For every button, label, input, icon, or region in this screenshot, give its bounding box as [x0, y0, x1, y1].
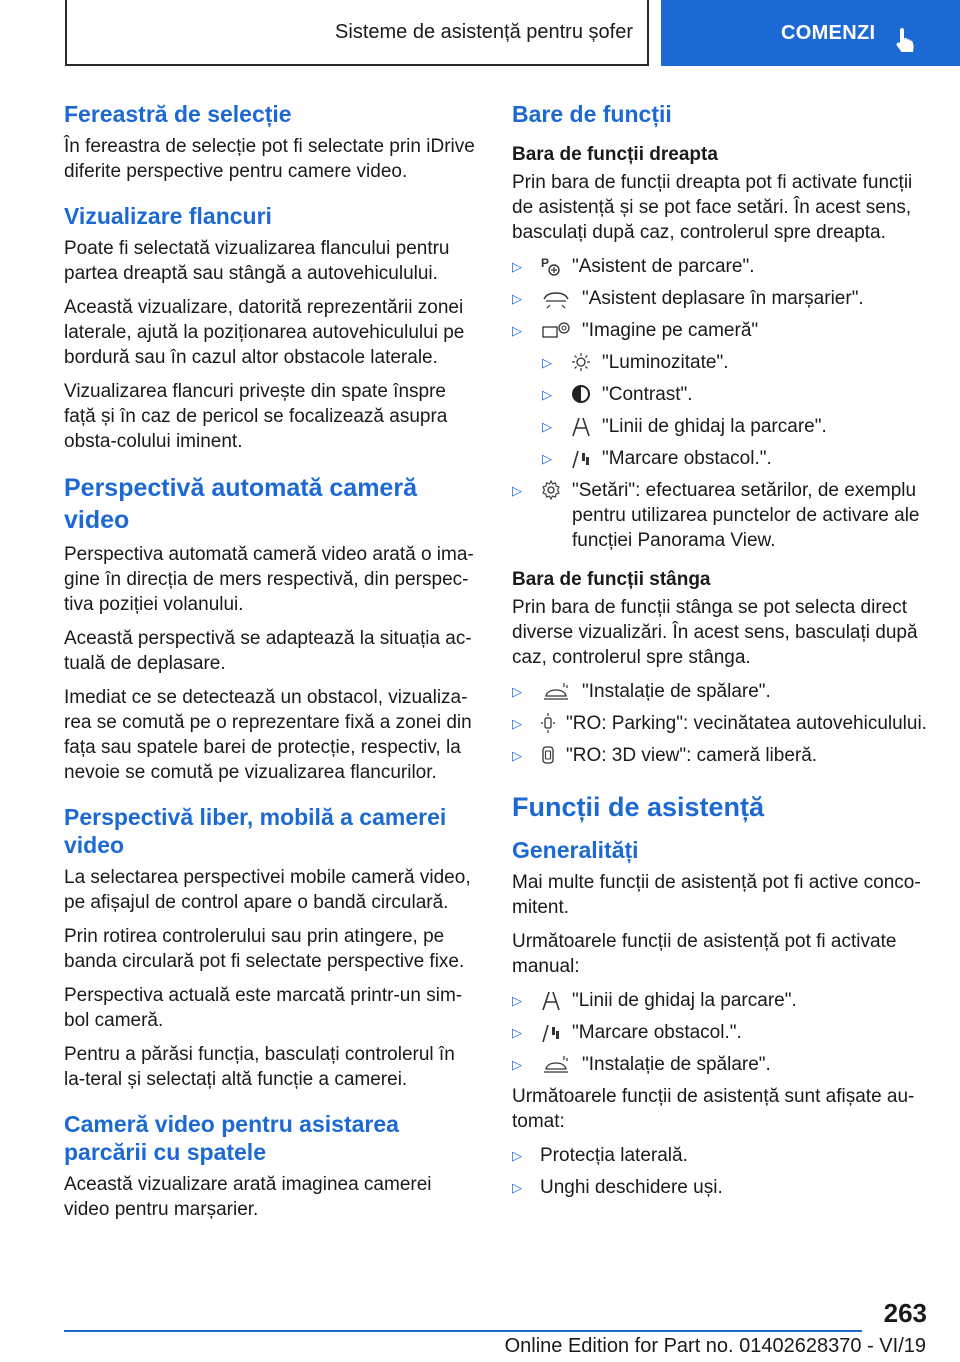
list-item-text: "RO: 3D view": cameră liberă.	[566, 745, 818, 766]
bullet-icon: ▷	[512, 684, 522, 699]
paragraph: Perspectiva actuală este marcată printr-un sim-bol cameră.	[64, 985, 463, 1031]
paragraph: Următoarele funcții de asistență pot fi activate manual:	[512, 931, 897, 977]
list-item	[512, 711, 932, 736]
section-flank-view	[64, 202, 476, 454]
list-item-text: "Linii de ghidaj la parcare".	[602, 416, 827, 437]
paragraph: Perspectiva automată cameră video arată o ima-gine în direcția de mers respectivă, din perspec-tiva poziției volanului.	[64, 544, 474, 615]
list-item	[512, 318, 932, 343]
paragraph: Vizualizarea flancuri privește din spate înspre față și în caz de pericol se focalizează asupra obsta-colului iminent.	[64, 381, 448, 452]
left-column	[64, 100, 476, 1231]
bullet-icon: ▷	[512, 1057, 522, 1072]
bullet-icon: ▷	[542, 387, 552, 402]
contrast-icon	[570, 383, 592, 405]
right-column	[512, 100, 932, 1207]
paragraph: Mai multe funcții de asistență pot fi active conco-mitent.	[512, 872, 921, 918]
list-item-text: "Setări": efectuarea setărilor, de exemplu pentru utilizarea punctelor de activare ale funcției Panorama View.	[572, 480, 920, 551]
paragraph: Această vizualizare arată imaginea camerei video pentru marșarier.	[64, 1174, 432, 1220]
list-item	[512, 679, 932, 704]
brightness-icon	[570, 351, 592, 373]
heading-free-perspective: Perspectivă liber, mobilă a camerei video	[64, 804, 447, 858]
paragraph: Prin bara de funcții stânga se pot selecta direct diverse vizualizări. În acest sens, basculați după caz, controlerul spre stânga.	[512, 597, 918, 668]
heading-rear-camera: Cameră video pentru asistarea parcării cu spatele	[64, 1111, 399, 1165]
tab-comenzi[interactable]	[661, 0, 960, 66]
bullet-icon: ▷	[512, 259, 522, 274]
subheading-left-bar: Bara de funcții stânga	[512, 569, 711, 590]
sub-list-item	[512, 382, 932, 407]
list-item	[512, 1143, 932, 1168]
parking-assistant-icon	[540, 255, 562, 277]
sub-list-item	[512, 350, 932, 375]
hand-pointer-icon	[893, 26, 919, 54]
page-header	[0, 0, 960, 66]
section-auto-perspective	[64, 472, 476, 785]
list-item	[512, 1175, 932, 1200]
obstacle-marking-icon	[540, 1021, 562, 1043]
section-title: Sisteme de asistență pentru șofer	[65, 0, 649, 66]
paragraph: Prin rotirea controlerului sau prin atingere, pe banda circulară pot fi selectate perspective fixe.	[64, 926, 465, 972]
list-item-text: Protecția laterală.	[540, 1145, 688, 1166]
section-assist-functions	[512, 790, 932, 1200]
svg-text:P: P	[541, 256, 550, 270]
list-item-text: "Asistent deplasare în marșarier".	[582, 288, 864, 309]
list-item	[512, 478, 932, 553]
list-item	[512, 254, 932, 279]
paragraph: Imediat ce se detectează un obstacol, vizualiza-rea se comută pe o reprezentare fixă a zonei din fața sau spatele barei de protecție, respectiv, la nevoie se comută pe vizualizarea flancurilor.	[64, 687, 472, 783]
paragraph: Pentru a părăsi funcția, basculați controlerul în la-teral și selectați altă funcție a camerei.	[64, 1044, 455, 1090]
list-item	[512, 286, 932, 311]
bullet-icon: ▷	[512, 716, 522, 731]
heading-selection-window: Fereastră de selecție	[64, 101, 292, 127]
bullet-icon: ▷	[512, 1180, 522, 1195]
heading-general: Generalități	[512, 837, 639, 863]
paragraph: La selectarea perspectivei mobile cameră video, pe afișajul de control apare o bandă circulară.	[64, 867, 471, 913]
car-wash-icon	[540, 680, 572, 702]
car-wash-icon	[540, 1053, 572, 1075]
bullet-icon: ▷	[512, 323, 522, 338]
list-item-text: "Instalație de spălare".	[582, 1054, 771, 1075]
list-item	[512, 988, 932, 1013]
bullet-icon: ▷	[512, 291, 522, 306]
paragraph: În fereastra de selecție pot fi selectate prin iDrive diferite perspective pentru camere video.	[64, 136, 475, 182]
reversing-assistant-icon	[540, 287, 572, 309]
list-item-text: "Imagine pe cameră"	[582, 320, 759, 341]
list-item-text: "Contrast".	[602, 384, 693, 405]
heading-assist-functions: Funcții de asistență	[512, 792, 765, 822]
3d-view-icon	[540, 744, 556, 766]
parking-guide-lines-icon	[540, 989, 562, 1011]
edition-text: Online Edition for Part no. 01402628370 - VI/19	[504, 1335, 926, 1357]
bullet-icon: ▷	[512, 483, 522, 498]
bullet-icon: ▷	[512, 993, 522, 1008]
paragraph: Prin bara de funcții dreapta pot fi activate funcții de asistență și se pot face setări. În acest sens, basculați după caz, controlerul spre dreapta.	[512, 172, 913, 243]
list-item-text: "Instalație de spălare".	[582, 681, 771, 702]
list-item	[512, 743, 932, 768]
subheading-right-bar: Bara de funcții dreapta	[512, 144, 718, 165]
paragraph: Această vizualizare, datorită reprezentării zonei laterale, ajută la poziționarea autovehiculului pe bordură sau în cazul altor obstacole laterale.	[64, 297, 465, 368]
section-rear-camera	[64, 1110, 476, 1222]
paragraph: Această perspectivă se adaptează la situația ac-tuală de deplasare.	[64, 628, 472, 674]
list-item-text: "Asistent de parcare".	[572, 256, 755, 277]
list-item-text: "Luminozitate".	[602, 352, 729, 373]
paragraph: Următoarele funcții de asistență sunt afișate au-tomat:	[512, 1086, 915, 1132]
list-item-text: "Marcare obstacol.".	[602, 448, 772, 469]
page-number: 263	[883, 1298, 927, 1328]
sub-list-item	[512, 446, 932, 471]
gear-icon	[540, 479, 562, 501]
list-item-text: "Linii de ghidaj la parcare".	[572, 990, 797, 1011]
list-item-text: Unghi deschidere uși.	[540, 1177, 723, 1198]
list-item	[512, 1052, 932, 1077]
bullet-icon: ▷	[542, 451, 552, 466]
list-item	[512, 1020, 932, 1045]
tab-label: COMENZI	[781, 21, 876, 44]
bullet-icon: ▷	[542, 419, 552, 434]
list-item-text: "Marcare obstacol.".	[572, 1022, 742, 1043]
bullet-icon: ▷	[542, 355, 552, 370]
paragraph: Poate fi selectată vizualizarea flancului pentru partea dreaptă sau stângă a autovehiculului.	[64, 238, 450, 284]
parking-guide-lines-icon	[570, 415, 592, 437]
bullet-icon: ▷	[512, 1148, 522, 1163]
bullet-icon: ▷	[512, 748, 522, 763]
section-function-bars	[512, 100, 932, 768]
heading-function-bars: Bare de funcții	[512, 101, 672, 127]
parking-vicinity-icon	[540, 712, 556, 734]
list-item-text: "RO: Parking": vecinătatea autovehiculului.	[566, 713, 927, 734]
camera-image-icon	[540, 319, 572, 341]
heading-flank-view: Vizualizare flancuri	[64, 203, 272, 229]
obstacle-marking-icon	[570, 447, 592, 469]
heading-auto-perspective: Perspectivă automată cameră video	[64, 474, 417, 534]
section-selection-window	[64, 100, 476, 184]
bullet-icon: ▷	[512, 1025, 522, 1040]
section-free-perspective	[64, 803, 476, 1092]
sub-list-item	[512, 414, 932, 439]
